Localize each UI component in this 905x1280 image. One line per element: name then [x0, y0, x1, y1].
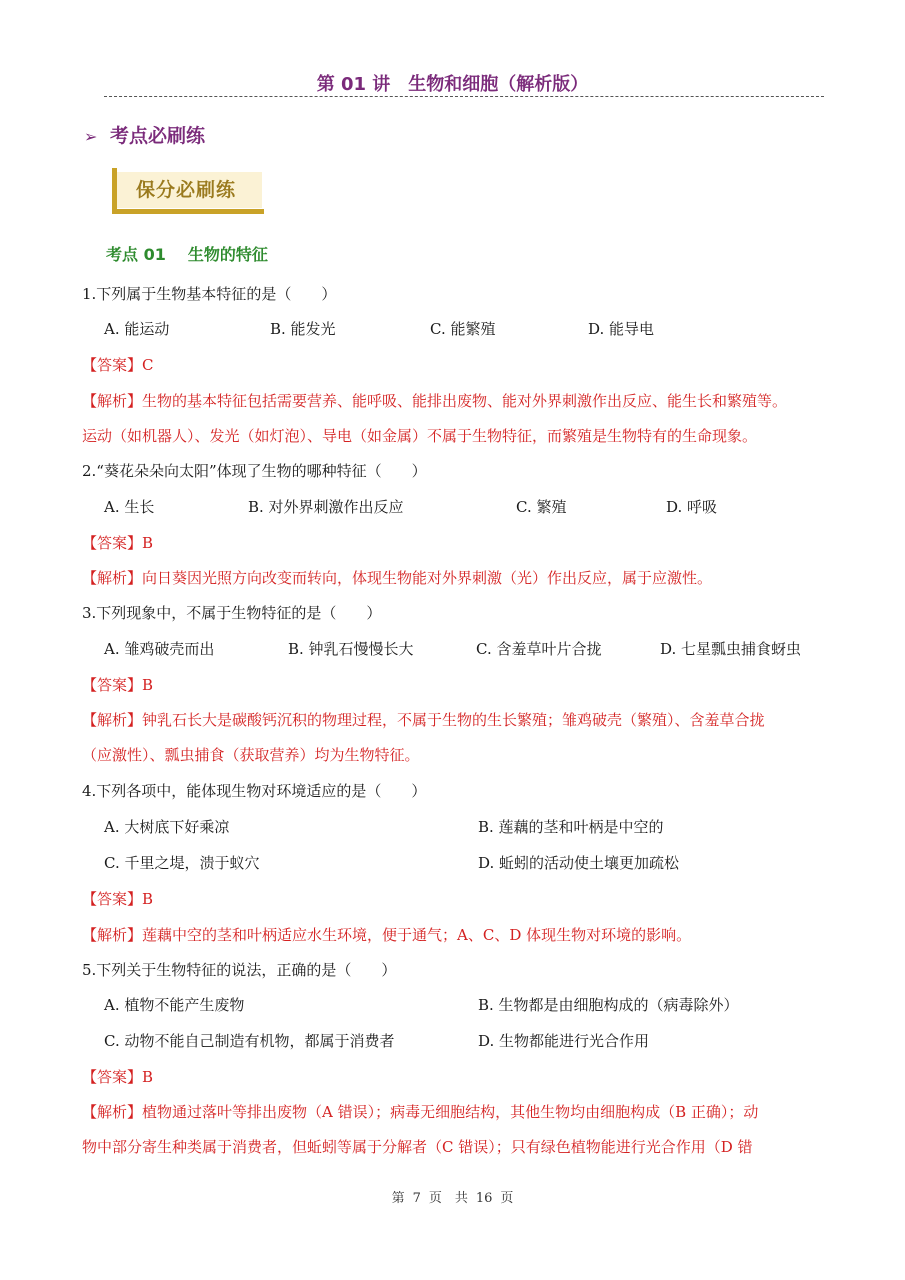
- option-b: B. 钟乳石慢慢长大: [288, 640, 414, 658]
- answer-line: [82, 530, 153, 556]
- option-c: C. 繁殖: [516, 498, 567, 516]
- answer-label: 【答案】: [82, 890, 143, 908]
- option-a: A. 植物不能产生废物: [104, 996, 245, 1014]
- page-number: 7: [412, 1191, 421, 1206]
- analysis-line: [82, 707, 765, 733]
- answer-value: B: [142, 676, 154, 694]
- answer-value: B: [142, 1068, 154, 1086]
- topic-heading: [106, 243, 268, 267]
- option-b: B. 对外界刺激作出反应: [248, 498, 404, 516]
- analysis-label: 【解析】: [82, 1103, 143, 1121]
- answer-line: [82, 886, 153, 912]
- answer-value: B: [142, 534, 154, 552]
- section-heading-text: 考点必刷练: [110, 125, 206, 147]
- answer-label: 【答案】: [82, 534, 143, 552]
- option-d: D. 生物都能进行光合作用: [478, 1032, 650, 1050]
- analysis-text: 植物通过落叶等排出废物（A 错误）；病毒无细胞结构，其他生物均由细胞构成（B 正确）；动: [142, 1103, 759, 1121]
- option-d: D. 呼吸: [666, 498, 718, 516]
- footer-middle: 页 共: [428, 1191, 468, 1206]
- topic-title: 生物的特征: [187, 245, 268, 264]
- analysis-line: [82, 922, 691, 948]
- banner-bottom-bar: [112, 209, 264, 214]
- option-b: B. 能发光: [270, 320, 336, 338]
- answer-label: 【答案】: [82, 356, 143, 374]
- header-divider: [104, 96, 824, 97]
- analysis-line: [82, 565, 712, 591]
- option-a: A. 大树底下好乘凉: [104, 818, 230, 836]
- footer-suffix: 页: [500, 1191, 514, 1206]
- question-stem: 2.“葵花朵朵向太阳”体现了生物的哪种特征（ ）: [82, 462, 427, 480]
- analysis-continuation: （应激性）、瓢虫捕食（获取营养）均为生物特征。: [82, 746, 420, 764]
- page-footer: [0, 1187, 905, 1206]
- question-stem: 3.下列现象中，不属于生物特征的是（ ）: [82, 604, 382, 622]
- question-stem: 4.下列各项中，能体现生物对环境适应的是（ ）: [82, 782, 427, 800]
- topic-label: 考点 01: [106, 245, 166, 264]
- answer-line: [82, 352, 154, 378]
- banner-text: 保分必刷练: [136, 179, 237, 201]
- question-stem: 5.下列关于生物特征的说法，正确的是（ ）: [82, 961, 397, 979]
- analysis-label: 【解析】: [82, 569, 143, 587]
- option-b: B. 莲藕的茎和叶柄是中空的: [478, 818, 664, 836]
- option-d: D. 七星瓢虫捕食蚜虫: [660, 640, 802, 658]
- option-c: C. 能繁殖: [430, 320, 496, 338]
- answer-label: 【答案】: [82, 676, 143, 694]
- answer-line: [82, 1064, 153, 1090]
- analysis-label: 【解析】: [82, 711, 143, 729]
- analysis-text: 钟乳石长大是碳酸钙沉积的物理过程，不属于生物的生长繁殖；雏鸡破壳（繁殖）、含羞草合拢: [142, 711, 765, 729]
- option-c: C. 动物不能自己制造有机物，都属于消费者: [104, 1032, 395, 1050]
- page-title: 第 01 讲 生物和细胞（解析版）: [316, 74, 589, 95]
- banner-left-bar: [112, 168, 117, 214]
- answer-value: B: [142, 890, 154, 908]
- option-a: A. 雏鸡破壳而出: [104, 640, 215, 658]
- option-c: C. 含羞草叶片合拢: [476, 640, 602, 658]
- answer-line: [82, 672, 153, 698]
- section-heading: [84, 122, 205, 150]
- analysis-text: 莲藕中空的茎和叶柄适应水生环境，便于通气；A、C、D 体现生物对环境的影响。: [142, 926, 692, 944]
- answer-label: 【答案】: [82, 1068, 143, 1086]
- analysis-label: 【解析】: [82, 392, 143, 410]
- analysis-text: 向日葵因光照方向改变而转向，体现生物能对外界刺激（光）作出反应，属于应激性。: [142, 569, 713, 587]
- analysis-line: [82, 388, 787, 414]
- analysis-continuation: 物中部分寄生种类属于消费者，但蚯蚓等属于分解者（C 错误）；只有绿色植物能进行光合作用（D 错: [82, 1138, 753, 1156]
- analysis-label: 【解析】: [82, 926, 143, 944]
- analysis-text: 生物的基本特征包括需要营养、能呼吸、能排出废物、能对外界刺激作出反应、能生长和繁殖等。: [142, 392, 788, 410]
- footer-prefix: 第: [391, 1191, 405, 1206]
- option-b: B. 生物都是由细胞构成的（病毒除外）: [478, 996, 739, 1014]
- section-banner: [112, 168, 264, 214]
- option-a: A. 生长: [104, 498, 155, 516]
- total-pages: 16: [475, 1191, 493, 1206]
- option-d: D. 能导电: [588, 320, 655, 338]
- arrow-bullet-icon: ➢: [84, 127, 98, 146]
- option-a: A. 能运动: [104, 320, 170, 338]
- option-c: C. 千里之堤，溃于蚁穴: [104, 854, 260, 872]
- question-stem: 1.下列属于生物基本特征的是（ ）: [82, 285, 337, 303]
- answer-value: C: [142, 356, 154, 374]
- analysis-continuation: 运动（如机器人）、发光（如灯泡）、导电（如金属）不属于生物特征，而繁殖是生物特有的生命现象。: [82, 427, 758, 445]
- option-d: D. 蚯蚓的活动使土壤更加疏松: [478, 854, 680, 872]
- analysis-line: [82, 1099, 758, 1125]
